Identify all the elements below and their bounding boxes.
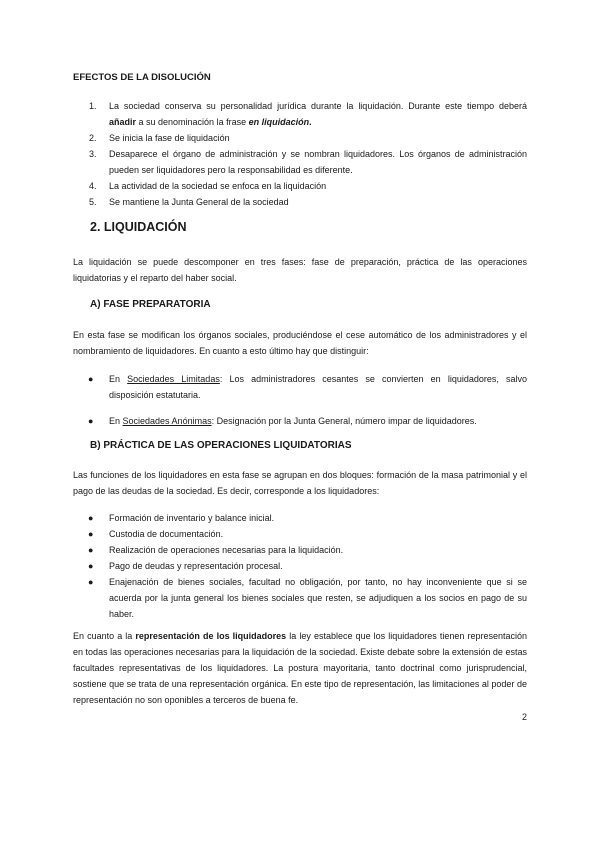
- fase-preparatoria-bullets: [73, 371, 527, 429]
- list-item: ● Custodia de documentación.: [73, 526, 527, 542]
- list-item: ● Enajenación de bienes sociales, facultad no obligación, por tanto, no hay inconveniente que si se acuerda por la junta general los bienes sociales que resten, se adjudiquen a los socios en pago de su haber.: [73, 574, 527, 622]
- list-item: 5. Se mantiene la Junta General de la sociedad: [89, 197, 289, 207]
- page-number: 2: [521, 712, 527, 722]
- heading-liquidacion: 2. LIQUIDACIÓN: [90, 220, 187, 234]
- bullet-icon: ●: [88, 561, 94, 571]
- heading-practica-operaciones: B) PRÁCTICA DE LAS OPERACIONES LIQUIDATORIAS: [90, 440, 352, 451]
- bullet-icon: ●: [88, 529, 94, 539]
- list-item: ● Pago de deudas y representación procesal.: [73, 558, 527, 574]
- representacion-paragraph: En cuanto a la representación de los liquidadores la ley establece que los liquidadores tienen representación en todas las operaciones necesarias para la liquidación de la sociedad. Existe debate sobre la extensión de estas facultades representativas de los liquidadores. La postura mayoritaria, tanto doctrinal como jurisprudencial, sostiene que se trata de una representación orgánica. En este tipo de representación, las limitaciones al poder de representación no son oponibles a terceros de buena fe.: [73, 631, 528, 705]
- list-item: 4. La actividad de la sociedad se enfoca en la liquidación: [89, 181, 327, 191]
- liquidacion-intro: La liquidación se puede descomponer en tres fases: fase de preparación, práctica de las operaciones liquidatorias y el reparto del haber social.: [73, 257, 527, 283]
- list-item: 2. Se inicia la fase de liquidación: [89, 133, 230, 143]
- bullet-icon: ●: [88, 374, 94, 384]
- list-item: 3. Desaparece el órgano de administración y se nombran liquidadores. Los órganos de administración pueden ser liquidadores pero la responsabilidad es diferente.: [89, 149, 527, 175]
- list-item: ● Realización de operaciones necesarias para la liquidación.: [73, 542, 527, 558]
- heading-efectos: EFECTOS DE LA DISOLUCIÓN: [73, 72, 211, 83]
- bullet-icon: ●: [88, 416, 94, 426]
- list-item: ● Formación de inventario y balance inicial.: [73, 510, 527, 526]
- bullet-icon: ●: [88, 513, 94, 523]
- bullet-icon: ●: [88, 577, 94, 587]
- effects-list: [73, 98, 527, 210]
- practica-paragraph: Las funciones de los liquidadores en esta fase se agrupan en dos bloques: formación de la masa patrimonial y el pago de las deudas de la sociedad. Es decir, corresponde a los liquidadores:: [73, 470, 527, 496]
- practica-bullets: [73, 510, 527, 622]
- bullet-icon: ●: [88, 545, 94, 555]
- fase-preparatoria-paragraph: En esta fase se modifican los órganos sociales, produciéndose el cese automático de los administradores y el nombramiento de liquidadores. En cuanto a esto último hay que distinguir:: [73, 330, 527, 356]
- list-item: 1. La sociedad conserva su personalidad jurídica durante la liquidación. Durante este tiempo deberá añadir a su denominación la frase en liquidación.: [89, 101, 527, 127]
- list-item: ● En Sociedades Limitadas: Los administradores cesantes se convierten en liquidadores, salvo disposición estatutaria.: [73, 371, 527, 403]
- list-item: ● En Sociedades Anónimas: Designación por la Junta General, número impar de liquidadores.: [73, 413, 527, 429]
- heading-fase-preparatoria: A) FASE PREPARATORIA: [90, 299, 211, 310]
